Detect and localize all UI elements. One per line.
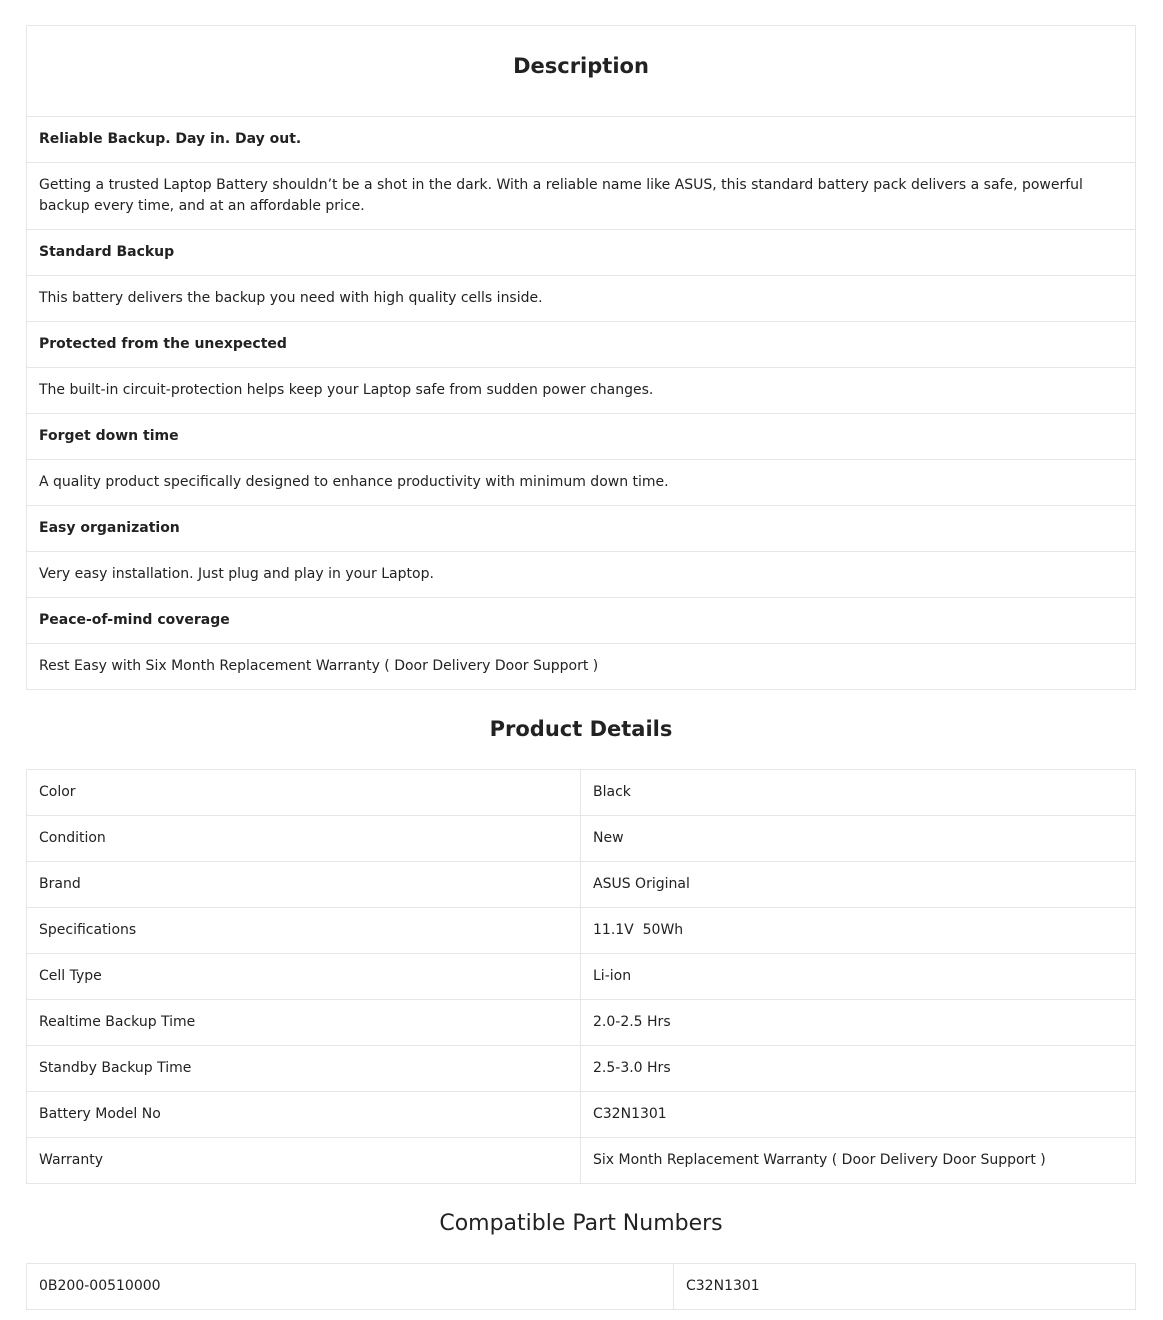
detail-value: 2.5-3.0 Hrs: [581, 1046, 1136, 1092]
detail-value: ASUS Original: [581, 862, 1136, 908]
product-info: [26, 25, 1136, 1310]
detail-label: Brand: [27, 862, 581, 908]
product-details-table: [26, 769, 1136, 1184]
description-subheading: Forget down time: [27, 414, 1136, 460]
description-text-row: [27, 276, 1136, 322]
product-details-heading: Product Details: [489, 717, 673, 741]
detail-label: Battery Model No: [27, 1092, 581, 1138]
description-text: Rest Easy with Six Month Replacement Warranty ( Door Delivery Door Support ): [27, 644, 1136, 690]
detail-row: [27, 1046, 1136, 1092]
detail-value: 2.0-2.5 Hrs: [581, 1000, 1136, 1046]
detail-value: C32N1301: [581, 1092, 1136, 1138]
detail-value: 11.1V 50Wh: [581, 908, 1136, 954]
description-text: Getting a trusted Laptop Battery shouldn’t be a shot in the dark. With a reliable name like ASUS, this standard battery pack delivers a safe, powerful backup every time, and at an affordable price.: [27, 163, 1136, 230]
description-subheading: Protected from the unexpected: [27, 322, 1136, 368]
detail-label: Realtime Backup Time: [27, 1000, 581, 1046]
description-subheading-row: [27, 598, 1136, 644]
description-text: Very easy installation. Just plug and play in your Laptop.: [27, 552, 1136, 598]
description-subheading: Standard Backup: [27, 230, 1136, 276]
description-text-row: [27, 368, 1136, 414]
detail-label: Color: [27, 770, 581, 816]
part-row: [27, 1264, 1136, 1310]
description-text: This battery delivers the backup you need with high quality cells inside.: [27, 276, 1136, 322]
detail-label: Warranty: [27, 1138, 581, 1184]
description-text-row: [27, 644, 1136, 690]
detail-row: [27, 908, 1136, 954]
detail-value: New: [581, 816, 1136, 862]
detail-label: Standby Backup Time: [27, 1046, 581, 1092]
description-subheading-row: [27, 322, 1136, 368]
part-number: C32N1301: [674, 1264, 1136, 1310]
description-text: A quality product specifically designed to enhance productivity with minimum down time.: [27, 460, 1136, 506]
detail-row: [27, 862, 1136, 908]
description-subheading: Peace-of-mind coverage: [27, 598, 1136, 644]
description-table: [26, 25, 1136, 690]
detail-label: Specifications: [27, 908, 581, 954]
description-text-row: [27, 163, 1136, 230]
detail-row: [27, 1000, 1136, 1046]
description-subheading-row: [27, 414, 1136, 460]
detail-label: Cell Type: [27, 954, 581, 1000]
detail-label: Condition: [27, 816, 581, 862]
description-text-row: [27, 552, 1136, 598]
description-subheading-row: [27, 230, 1136, 276]
detail-row: [27, 954, 1136, 1000]
description-subheading-row: [27, 117, 1136, 163]
description-subheading-row: [27, 506, 1136, 552]
part-number: 0B200-00510000: [27, 1264, 674, 1310]
detail-value: Six Month Replacement Warranty ( Door Delivery Door Support ): [581, 1138, 1136, 1184]
description-text-row: [27, 460, 1136, 506]
description-text: The built-in circuit-protection helps keep your Laptop safe from sudden power changes.: [27, 368, 1136, 414]
detail-row: [27, 816, 1136, 862]
detail-value: Li-ion: [581, 954, 1136, 1000]
compatible-parts-table: [26, 1263, 1136, 1310]
description-subheading: Easy organization: [27, 506, 1136, 552]
detail-row: [27, 770, 1136, 816]
compatible-parts-heading: Compatible Part Numbers: [439, 1211, 723, 1236]
description-heading: Description: [27, 26, 1136, 117]
description-subheading: Reliable Backup. Day in. Day out.: [27, 117, 1136, 163]
detail-value: Black: [581, 770, 1136, 816]
detail-row: [27, 1138, 1136, 1184]
detail-row: [27, 1092, 1136, 1138]
